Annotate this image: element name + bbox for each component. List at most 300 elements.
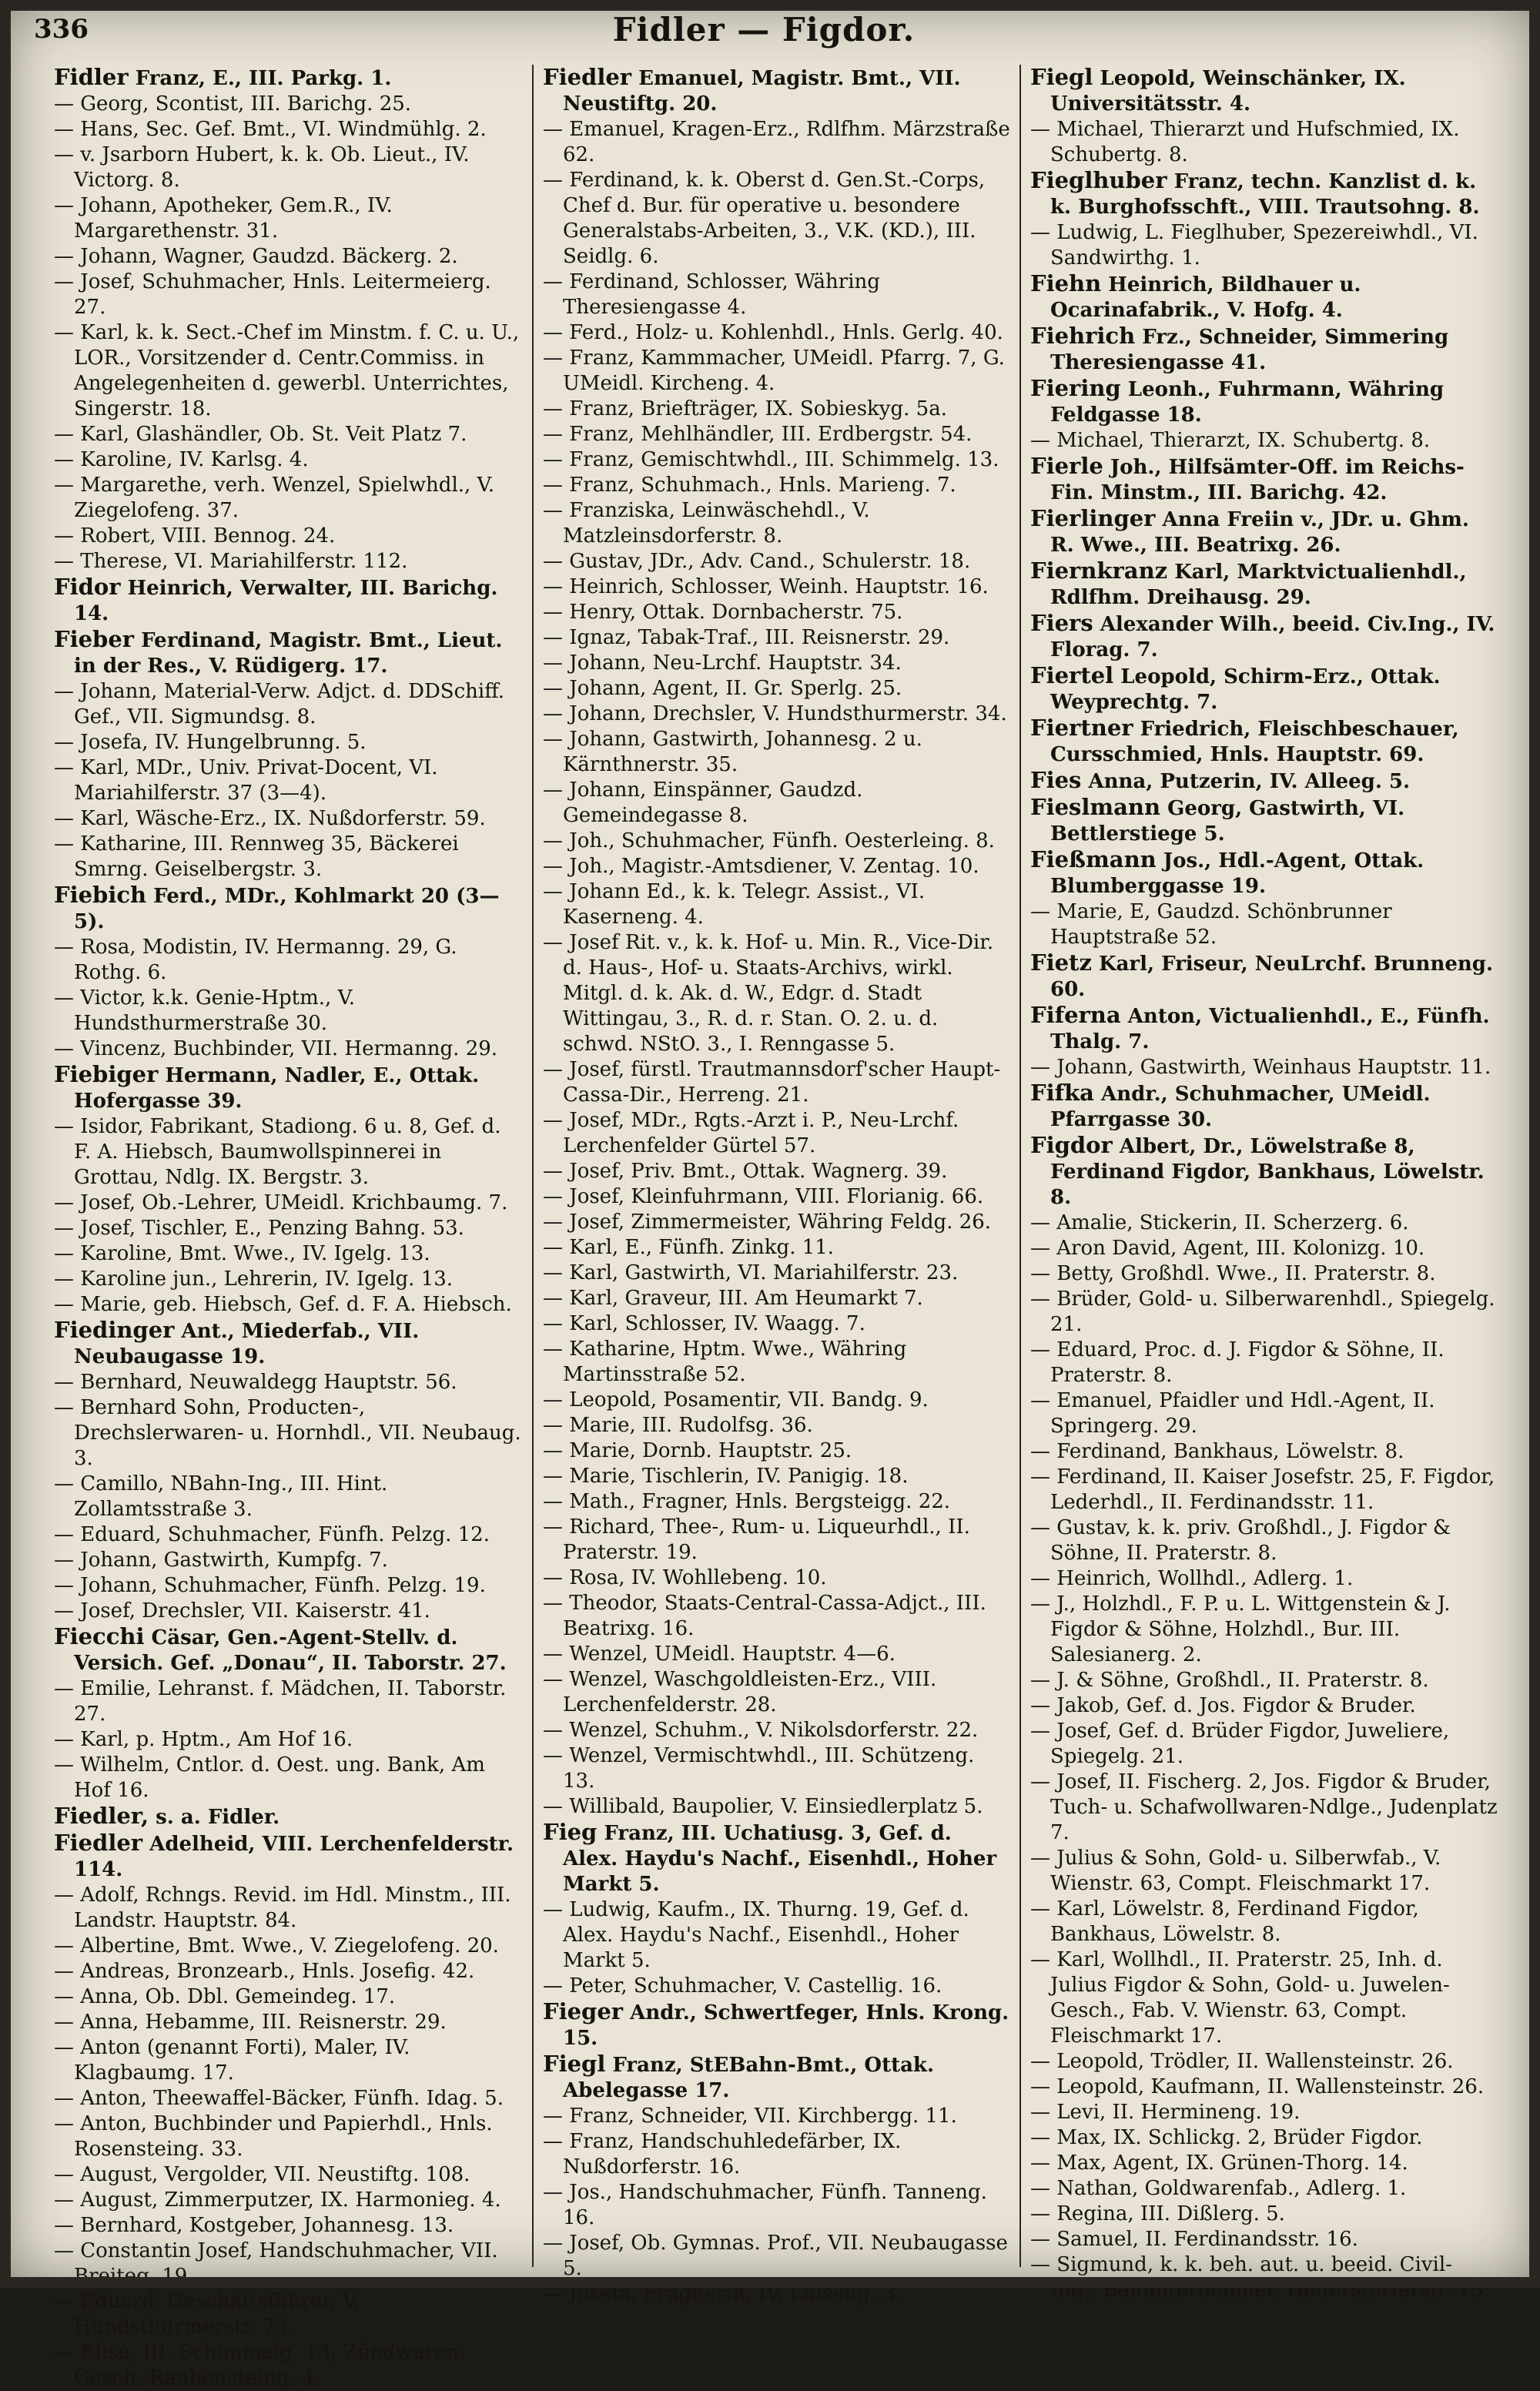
entry-text: — Josef, Zimmermeister, Währing Feldg. 26. [543,1211,992,1234]
entry-text: — Albertine, Bmt. Wwe., V. Ziegelofeng. 20. [54,1934,499,1957]
entry-text: — Johann, Gastwirth, Weinhaus Hauptstr. 11. [1030,1056,1491,1079]
entry-text: — Henry, Ottak. Dornbacherstr. 75. [543,601,903,624]
entry-text: — Karoline jun., Lehrerin, IV. Igelg. 13. [54,1267,454,1291]
entry-text: — Samuel, II. Ferdinandsstr. 16. [1030,2228,1358,2251]
entry-text: — Joh., Schuhmacher, Fünfh. Oesterleing. 8. [543,829,995,852]
column-right [1019,64,1507,2302]
entry-text: — Anna, Hebamme, III. Reisnerstr. 29. [54,2011,447,2034]
entry-text: — Franz, Mehlhändler, III. Erdbergstr. 54. [543,423,973,446]
entry-surname: Fiferna [1030,1002,1121,1028]
entry-text: — Johann, Agent, II. Gr. Sperlg. 25. [543,677,902,700]
directory-entry [543,117,1010,168]
entry-text: — Jos., Handschuhmacher, Fünfh. Tanneng. 16. [543,2181,987,2229]
directory-entry [54,473,523,524]
directory-entry-surname [1030,795,1498,847]
entry-surname: Figdor [1030,1132,1113,1158]
directory-entry [54,447,523,473]
entry-text: Ferdinand, Magistr. Bmt., Lieut. in der Res., V. Rüdigerg. 17. [74,629,503,678]
directory-entry [54,2289,523,2340]
entry-text: — Karl, Löwelstr. 8, Ferdinand Figdor, Bankhaus, Löwelstr. 8. [1030,1897,1419,1946]
directory-entry [54,1753,523,1803]
entry-text: — Johann, Schuhmacher, Fünfh. Pelzg. 19. [54,1574,486,1597]
running-head: Fidler — Figdor. [612,11,916,49]
entry-surname: Fifka [1030,1080,1094,1106]
directory-entry [54,2086,523,2111]
directory-entry [54,935,523,986]
entry-surname: Fierle [1030,453,1103,479]
entry-text: Leopold, Weinschänker, IX. Universitätsstr. 4. [1050,67,1406,116]
entry-text: — Camillo, NBahn-Ing., III. Hint. Zollamtsstraße 3. [54,1472,388,1521]
directory-entry [543,1591,1010,1642]
entry-surname: Fiehn [1030,270,1102,296]
entry-text: — Karl, MDr., Univ. Privat-Docent, VI. Mariahilferstr. 37 (3—4). [54,756,438,805]
entry-text: — Josef, Schuhmacher, Hnls. Leitermeierg. 27. [54,270,491,319]
entry-text: Franz, StEBahn-Bmt., Ottak. Abelegasse 17. [563,2054,934,2102]
directory-entry [54,422,523,447]
entry-text: — Eduard, Schuhmacher, Fünfh. Pelzg. 12. [54,1523,490,1546]
directory-entry-surname [1030,663,1498,715]
directory-entry-surname [1030,168,1498,220]
entry-text: — Georg, Scontist, III. Barichg. 25. [54,92,412,116]
directory-entry [543,1974,1010,1999]
directory-entry [54,1216,523,1241]
entry-text: — Emilie, Lehranst. f. Mädchen, II. Taborstr. 27. [54,1677,507,1726]
directory-entry [543,397,1010,422]
entry-text: — Franz, Gemischtwhdl., III. Schimmelg. 13. [543,448,999,471]
directory-entry [1030,2100,1498,2125]
entry-text: — Julius & Sohn, Gold- u. Silberwfab., V. Wienstr. 63, Compt. Fleischmarkt 17. [1030,1847,1441,1895]
entry-text: — Ferdinand, Schlosser, Währing Theresiengasse 4. [543,270,880,319]
entry-surname: Fiecchi [54,1623,145,1649]
entry-text: — Michael, Thierarzt und Hufschmied, IX. Schubertg. 8. [1030,118,1460,166]
directory-entry [1030,1693,1498,1719]
entry-text: — Andreas, Bronzearb., Hnls. Josefig. 42. [54,1960,475,1983]
directory-entry [1030,2202,1498,2227]
entry-text: — Ludwig, Kaufm., IX. Thurng. 19, Gef. d. Alex. Haydu's Nachf., Eisenhdl., Hoher Markt 5. [543,1898,969,1972]
entry-text: — Katharine, III. Rennweg 35, Bäckerei Smrng. Geiselbergstr. 3. [54,832,459,881]
directory-entry [543,1464,1010,1489]
entry-text: s. a. Fidler. [156,1806,280,1829]
directory-entry [1030,428,1498,454]
directory-entry [1030,1338,1498,1388]
entry-text: — Karl, E., Fünfh. Zinkg. 11. [543,1236,835,1259]
directory-entry-surname [543,2051,1010,2104]
directory-entry [54,755,523,806]
directory-entry [1030,1592,1498,1668]
entry-text: — Karoline, Bmt. Wwe., IV. Igelg. 13. [54,1242,430,1265]
directory-entry [54,270,523,320]
entry-text: — Marie, geb. Hiebsch, Gef. d. F. A. Hiebsch. [54,1293,512,1316]
entry-text: — Johann, Gastwirth, Kumpfg. 7. [54,1549,388,1572]
entry-text: Ant., Miederfab., VII. Neubaugasse 19. [74,1320,420,1368]
directory-entry-surname [54,882,523,935]
entry-text: Karl, Marktvictualienhdl., Rdlfhm. Dreihausg. 29. [1050,561,1467,609]
column-left [45,64,532,2389]
directory-entry-surname [54,1803,523,1830]
directory-entry [54,1573,523,1599]
directory-entry [54,1522,523,1548]
directory-entry [54,1599,523,1624]
entry-text: — Wenzel, Waschgoldleisten-Erz., VIII. Lerchenfelderstr. 28. [543,1668,937,1716]
directory-entry [54,524,523,549]
entry-text: — Marie, E, Gaudzd. Schönbrunner Hauptstraße 52. [1030,900,1392,949]
entry-text: — Ferd., Holz- u. Kohlenhdl., Hnls. Gerlg. 40. [543,321,1003,344]
entry-text: — Franziska, Leinwäschehdl., V. Matzleinsdorferstr. 8. [543,499,870,548]
directory-entry [1030,1668,1498,1693]
entry-text: — Therese, VI. Mariahilferstr. 112. [54,550,408,573]
directory-entry [1030,1719,1498,1770]
directory-entry [54,1984,523,2010]
entry-text: — Max, IX. Schlickg. 2, Brüder Figdor. [1030,2126,1423,2149]
entry-text: — Gustav, JDr., Adv. Cand., Schulerstr. 18. [543,550,971,573]
directory-entry [54,244,523,270]
directory-entry [543,2104,1010,2129]
entry-text: — Leopold, Posamentir, VII. Bandg. 9. [543,1388,929,1411]
entry-text: — Ludwig, L. Fieglhuber, Spezereiwhdl., VI. Sandwirthg. 1. [1030,221,1478,270]
entry-text: Friedrich, Fleischbeschauer, Cursschmied, Hnls. Hauptstr. 69. [1050,718,1459,766]
entry-text: Hermann, Nadler, E., Ottak. Hofergasse 39. [74,1064,480,1113]
entry-surname: Fieg [543,1819,598,1845]
directory-entry [543,1794,1010,1820]
directory-entry-surname [1030,454,1498,506]
entry-text: — Hans, Sec. Gef. Bmt., VI. Windmühlg. 2. [54,118,487,141]
directory-entry [54,117,523,142]
directory-entry [54,1676,523,1727]
entry-text: — Rosa, IV. Wohllebeng. 10. [543,1566,827,1589]
directory-entry [54,832,523,882]
directory-entry [1030,1388,1498,1439]
directory-entry [543,2180,1010,2231]
directory-entry [54,1959,523,1984]
entry-text: — Emanuel, Pfaidler und Hdl.-Agent, II. Springerg. 29. [1030,1389,1435,1438]
directory-entry [54,92,523,117]
entry-text: — Ignaz, Tabak-Traf., III. Reisnerstr. 29. [543,626,950,649]
directory-entry [1030,1846,1498,1897]
directory-entry [543,422,1010,447]
directory-entry-surname [1030,65,1498,117]
entry-text: — Amalie, Stickerin, II. Scherzerg. 6. [1030,1211,1409,1234]
directory-entry-surname [1030,847,1498,899]
entry-text: Alexander Wilh., beeid. Civ.Ing., IV. Florag. 7. [1050,613,1495,661]
entry-text: — Anna, Ob. Dbl. Gemeindeg. 17. [54,1985,396,2008]
directory-entry-surname [1030,715,1498,768]
directory-entry [1030,1211,1498,1236]
entry-surname: Fiedler, [54,1803,149,1829]
entry-text: — August, Zimmerputzer, IX. Harmonieg. 4. [54,2188,501,2212]
entry-text: — Josef, Gef. d. Brüder Figdor, Juweliere, Spiegelg. 21. [1030,1720,1450,1768]
directory-entry [543,1642,1010,1667]
directory-entry [543,702,1010,727]
directory-entry [54,730,523,755]
directory-entry [54,2010,523,2035]
entry-text: Leonh., Fuhrmann, Währing Feldgasse 18. [1050,378,1445,427]
entry-text: — Karl, Wäsche-Erz., IX. Nußdorferstr. 59. [54,807,486,830]
directory-entry [54,1292,523,1318]
directory-entry [54,2035,523,2086]
directory-entry [543,1515,1010,1566]
directory-entry [543,1210,1010,1235]
entry-text: Albert, Dr., Löwelstraße 8, Ferdinand Figdor, Bankhaus, Löwelstr. 8. [1050,1135,1485,1209]
directory-entry [543,270,1010,320]
entry-surname: Fieger [543,1998,624,2024]
entry-surname: Fiertner [1030,715,1133,741]
entry-surname: Fiedler [54,1830,143,1856]
directory-entry [543,930,1010,1057]
entry-text: — Marie, Dornb. Hauptstr. 25. [543,1439,852,1462]
entry-text: — Franz, Schuhmach., Hnls. Marieng. 7. [543,474,956,497]
entry-text: Georg, Gastwirth, VI. Bettlerstiege 5. [1050,797,1405,846]
entry-text: — Johann, Material-Verw. Adjct. d. DDSchiff. Gef., VII. Sigmundsg. 8. [54,680,505,728]
directory-entry [543,549,1010,574]
directory-entry [543,574,1010,600]
directory-entry [543,498,1010,549]
directory-entry [54,1395,523,1472]
directory-entry [543,1897,1010,1974]
entry-text: — Josef, Ob. Gymnas. Prof., VII. Neubaugasse 5. [543,2232,1008,2280]
entry-surname: Fiers [1030,610,1093,636]
entry-text: — Johann, Drechsler, V. Hundsthurmerstr. 34. [543,702,1007,725]
directory-entry-surname [54,65,523,92]
directory-entry [543,1235,1010,1261]
directory-entry-surname [54,1318,523,1370]
entry-text: — Wilhelm, Cntlor. d. Oest. ung. Bank, Am Hof 16. [54,1753,485,1802]
entry-text: Leopold, Schirm-Erz., Ottak. Weyprechtg. 7. [1050,665,1441,714]
entry-surname: Fiegl [543,2051,606,2077]
entry-surname: Fiernkranz [1030,558,1168,584]
entry-text: — Wenzel, Schuhm., V. Nikolsdorferstr. 22. [543,1719,979,1742]
directory-entry [1030,117,1498,168]
entry-text: — Karl, Schlosser, IV. Waagg. 7. [543,1312,865,1335]
directory-entry [1030,899,1498,950]
entry-text: — Bernhard, Kostgeber, Johannesg. 13. [54,2214,454,2237]
directory-entry [543,168,1010,270]
directory-entry [543,1286,1010,1311]
entry-text: — Karl, Graveur, III. Am Heumarkt 7. [543,1287,923,1310]
entry-text: Anna, Putzerin, IV. Alleeg. 5. [1088,770,1411,793]
entry-text: — Anton, Theewaffel-Bäcker, Fünfh. Idag. 5. [54,2087,504,2110]
directory-entry [543,854,1010,879]
directory-entry [543,879,1010,930]
directory-entry [54,2111,523,2162]
entry-text: — Nathan, Goldwarenfab., Adlerg. 1. [1030,2177,1407,2200]
entry-text: — Johann Ed., k. k. Telegr. Assist., VI. Kaserneng. 4. [543,880,926,929]
entry-surname: Fies [1030,767,1082,793]
entry-text: — Leopold, Kaufmann, II. Wallensteinstr. 26. [1030,2075,1485,2098]
entry-text: Joh., Hilfsämter-Off. im Reichs-Fin. Minstm., III. Barichg. 42. [1050,456,1465,504]
entry-surname: Fiehrich [1030,323,1136,349]
entry-text: — Josef, fürstl. Trautmannsdorf'scher Haupt-Cassa-Dir., Herreng. 21. [543,1058,1001,1107]
directory-entry [54,1727,523,1753]
entry-text: Heinrich, Verwalter, III. Barichg. 14. [74,577,498,625]
entry-text: — Brüder, Gold- u. Silberwarenhdl., Spiegelg. 21. [1030,1288,1495,1336]
directory-entry [1030,1770,1498,1846]
directory-entry [1030,2252,1498,2303]
directory-entry [1030,2227,1498,2252]
entry-text: — Franz, Kammmacher, UMeidl. Pfarrg. 7, G. UMeidl. Kircheng. 4. [543,347,1005,395]
entry-text: — Josef, Tischler, E., Penzing Bahng. 53. [54,1217,464,1240]
directory-entry [54,2213,523,2239]
entry-text: — Bernhard Sohn, Producten-, Drechslerwaren- u. Hornhdl., VII. Neubaug. 3. [54,1396,521,1470]
directory-entry [543,1184,1010,1210]
directory-entry-surname [1030,1003,1498,1055]
directory-entry [54,1114,523,1190]
entry-text: — Ferdinand, Bankhaus, Löwelstr. 8. [1030,1440,1404,1463]
directory-entry [543,2129,1010,2180]
directory-entry [1030,2125,1498,2151]
entry-surname: Fietz [1030,949,1092,976]
directory-entry [1030,1439,1498,1465]
entry-surname: Fiebiger [54,1061,159,1087]
entry-text: — Josefa, IV. Hungelbrunng. 5. [54,731,367,754]
directory-entry [543,1108,1010,1159]
entry-text: Franz, E., III. Parkg. 1. [135,67,392,90]
entry-text: Frz., Schneider, Simmering Theresiengasse 41. [1050,326,1449,374]
entry-text: — Eduard, Geschäftsführer, V. Hundsthurmerstr. 73. [54,2290,360,2339]
directory-entry [54,2340,523,2391]
directory-entry [1030,1566,1498,1592]
entry-text: — Marie, Tischlerin, IV. Panigig. 18. [543,1465,909,1488]
directory-entry [543,727,1010,778]
entry-surname: Fiegl [1030,64,1093,90]
entry-text: — Johann, Neu-Lrchf. Hauptstr. 34. [543,651,902,675]
page-number: 336 [34,14,89,45]
directory-entry [543,1667,1010,1718]
entry-text: — Levi, II. Hermineng. 19. [1030,2101,1301,2124]
directory-entry [54,193,523,244]
entry-text: — Karl, k. k. Sect.-Chef im Minstm. f. C. u. U., LOR., Vorsitzender d. Centr.Commiss. in Angelegenheiten d. gewerbl. Unterrichtes, Singerstr. 18. [54,321,520,420]
entry-text: Andr., Schuhmacher, UMeidl. Pfarrgasse 30. [1050,1083,1431,1131]
directory-entry [54,1883,523,1934]
entry-text: — Franz, Schneider, VII. Kirchbergg. 11. [543,2105,957,2128]
directory-entry [54,1934,523,1959]
entry-text: Jos., Hdl.-Agent, Ottak. Blumberggasse 19. [1050,849,1424,898]
entry-surname: Fießmann [1030,846,1157,872]
entry-text: — Sigmund, k. k. beh. aut. u. beeid. Civil-Ing., Bauunternehmer, Helferstorferstr. 15. [1030,2253,1490,2302]
entry-text: — Michael, Thierarzt, IX. Schubertg. 8. [1030,429,1431,452]
entry-text: — Theodor, Staats-Central-Cassa-Adjct., III. Beatrixg. 16. [543,1592,986,1640]
column-middle [532,64,1019,2306]
entry-text: — Regina, III. Dißlerg. 5. [1030,2202,1285,2225]
entry-text: — Jakob, Gef. d. Jos. Figdor & Bruder. [1030,1694,1416,1717]
directory-entry [543,1337,1010,1388]
entry-surname: Fiedinger [54,1317,175,1343]
directory-entry [54,1241,523,1267]
directory-entry [54,1548,523,1573]
entry-text: — Bernhard, Neuwaldegg Hauptstr. 56. [54,1371,457,1394]
directory-entry [543,1413,1010,1438]
entry-text: — Katharine, Hptm. Wwe., Währing Martinsstraße 52. [543,1338,907,1386]
directory-entry-surname [54,1624,523,1676]
entry-surname: Fieglhuber [1030,167,1167,193]
entry-surname: Fieslmann [1030,794,1161,820]
directory-entry [54,1267,523,1292]
directory-entry-surname [1030,950,1498,1003]
directory-entry-surname [54,1062,523,1114]
directory-entry [543,447,1010,473]
entry-text: Ferd., MDr., Kohlmarkt 20 (3—5). [74,885,500,933]
directory-entry [1030,220,1498,271]
entry-surname: Fiering [1030,375,1121,401]
entry-text: Cäsar, Gen.-Agent-Stellv. d. Versich. Gef. „Donau“, II. Taborstr. 27. [74,1626,507,1675]
directory-entry [543,600,1010,625]
entry-surname: Fiedler [543,64,632,90]
entry-text: — Adolf, Rchngs. Revid. im Hdl. Minstm., III. Landstr. Hauptstr. 84. [54,1884,511,1932]
directory-entry [543,1311,1010,1337]
entry-text: — J., Holzhdl., F. P. u. L. Wittgenstein & J. Figdor & Söhne, Holzhdl., Bur. III. Salesianerg. 2. [1030,1592,1451,1666]
entry-text: — Elise, III. Schimmelg. 13, Zündwaren-Gesch. Rauhensteing. 4. [54,2341,467,2389]
directory-entry-surname [1030,271,1498,323]
directory-entry [543,625,1010,651]
entry-surname: Fieber [54,626,135,652]
entry-text: — Vincenz, Buchbinder, VII. Hermanng. 29. [54,1037,498,1060]
entry-text: — Karoline, IV. Karlsg. 4. [54,448,309,471]
directory-entry [1030,1236,1498,1261]
entry-text: — Margarethe, verh. Wenzel, Spielwhdl., V. Ziegelofeng. 37. [54,474,495,522]
entry-text: — Ferdinand, II. Kaiser Josefstr. 25, F. Figdor, Lederhdl., II. Ferdinandsstr. 11. [1030,1465,1495,1514]
directory-entry [543,2231,1010,2282]
directory-entry [54,2188,523,2213]
directory-entry [54,1370,523,1395]
directory-entry-surname [1030,611,1498,663]
directory-entry [1030,2075,1498,2100]
directory-entry-surname [543,65,1010,117]
directory-entry [543,1718,1010,1743]
entry-text: Heinrich, Bildhauer u. Ocarinafabrik., V. Hofg. 4. [1050,273,1361,322]
directory-entry [543,2282,1010,2307]
directory-entry [54,549,523,574]
directory-entry [543,1388,1010,1413]
directory-entry [543,1057,1010,1108]
entry-text: — Josef, Drechsler, VII. Kaiserstr. 41. [54,1599,430,1622]
entry-text: — Ferdinand, k. k. Oberst d. Gen.St.-Corps, Chef d. Bur. für operative u. besondere Generalstabs-Arbeiten, 3., V.K. (KD.), III. Seidlg. 6. [543,169,986,268]
entry-text: — Josefa, Fragnerin, IV. Luiseng. 3. [543,2282,902,2306]
directory-entry [1030,2049,1498,2075]
directory-entry [543,829,1010,854]
entry-text: — Victor, k.k. Genie-Hptm., V. Hundsthurmerstraße 30. [54,986,356,1035]
directory-entry [543,778,1010,829]
entry-text: Karl, Friseur, NeuLrchf. Brunneng. 60. [1050,953,1494,1001]
directory-entry [54,2162,523,2188]
entry-text: — Heinrich, Schlosser, Weinh. Hauptstr. 16. [543,575,989,598]
entry-text: Emanuel, Magistr. Bmt., VII. Neustiftg. 20. [563,67,961,116]
entry-text: Franz, techn. Kanzlist d. k. k. Burghofsschft., VIII. Trautsohng. 8. [1050,170,1480,219]
entry-text: — Karl, Gastwirth, VI. Mariahilferstr. 23. [543,1261,959,1284]
directory-entry [543,651,1010,676]
entry-surname: Fierlinger [1030,505,1156,531]
entry-text: — August, Vergolder, VII. Neustiftg. 108. [54,2163,470,2186]
entry-text: — Josef, Ob.-Lehrer, UMeidl. Krichbaumg. 7. [54,1191,508,1214]
entry-text: — Johann, Wagner, Gaudzd. Bäckerg. 2. [54,245,458,268]
entry-text: — Aron David, Agent, III. Kolonizg. 10. [1030,1237,1425,1260]
directory-entry [54,1472,523,1522]
directory-entry [543,1489,1010,1515]
entry-text: Andr., Schwertfeger, Hnls. Krong. 15. [563,2001,1009,2050]
directory-entry [54,986,523,1036]
entry-text: — Eduard, Proc. d. J. Figdor & Söhne, II. Praterstr. 8. [1030,1338,1445,1387]
directory-entry [543,1566,1010,1591]
directory-entry-surname [54,627,523,679]
entry-text: — Richard, Thee-, Rum- u. Liqueurhdl., II. Praterstr. 19. [543,1515,970,1564]
directory-entry [54,142,523,193]
directory-entry [543,320,1010,346]
entry-text: — Karl, Wollhdl., II. Praterstr. 25, Inh. d. Julius Figdor & Sohn, Gold- u. Juwelen-Gesch., Fab. V. Wienstr. 63, Compt. Fleischmarkt 17. [1030,1948,1450,2048]
directory-entry [1030,1515,1498,1566]
entry-text: — Joh., Magistr.-Amtsdiener, V. Zentag. 10. [543,855,979,878]
entry-surname: Fidor [54,574,121,600]
entry-text: — Franz, Handschuhledefärber, IX. Nußdorferstr. 16. [543,2130,902,2178]
entry-text: — Johann, Apotheker, Gem.R., IV. Margarethenstr. 31. [54,194,393,243]
directory-columns [45,64,1508,2389]
